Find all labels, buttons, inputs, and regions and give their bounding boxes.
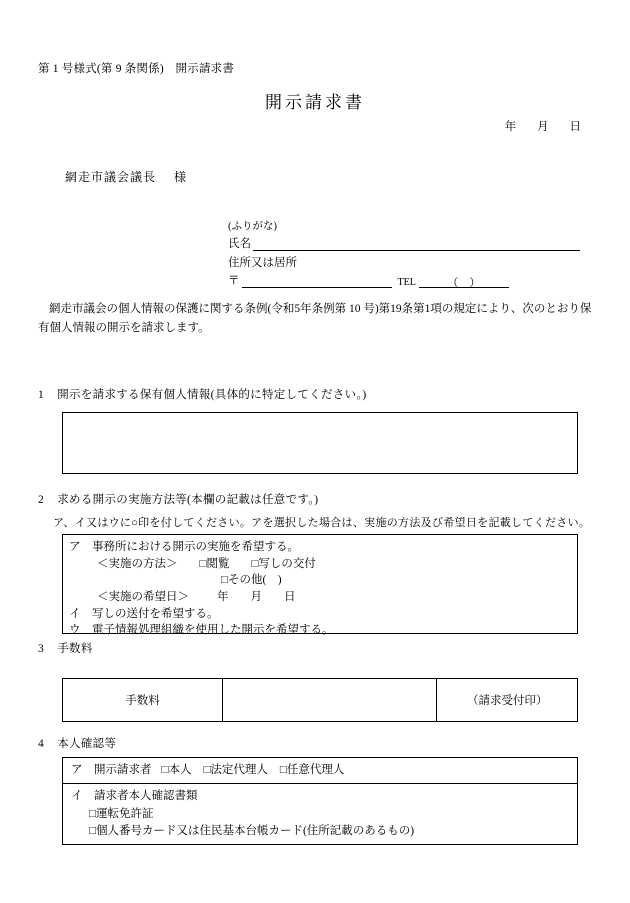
section-2-title: 求める開示の実施方法等(本欄の記載は任意です。) — [57, 494, 319, 506]
checkbox-legal-agent[interactable]: □法定代理人 — [203, 764, 268, 776]
addressee-line — [65, 168, 187, 185]
address-label: 住所又は居所 — [228, 257, 297, 269]
name-label: 氏名 — [228, 238, 251, 250]
identity-verification-box — [62, 757, 578, 845]
checkbox-mynumber-card[interactable]: □個人番号カード又は住民基本台帳カード(住所記載のあるもの) — [89, 824, 415, 837]
intro-paragraph: 網走市議会の個人情報の保護に関する条例(令和5年条例第 10 号)第19条第1項の規定により、次のとおり保有個人情報の開示を請求します。 — [38, 303, 592, 334]
section-2-note: ア、イ又はウに○印を付してください。アを選択した場合は、実施の方法及び希望日を記載してください。 — [53, 517, 591, 529]
section-1-title: 開示を請求する保有個人情報(具体的に特定してください。) — [57, 389, 367, 401]
fee-value-cell[interactable] — [222, 679, 437, 722]
method-row-2 — [69, 572, 571, 589]
section-2-heading — [38, 491, 318, 507]
applicant-block — [228, 218, 580, 288]
fee-table — [62, 678, 578, 722]
postal-mark-icon: 〒 — [228, 275, 240, 287]
identity-docs-label: イ 請求者本人確認書類 — [71, 790, 198, 803]
date-month-label: 月 — [537, 121, 550, 133]
method-option-u[interactable]: ウ 電子情報処理組織を使用した開示を希望する。 — [69, 624, 334, 637]
section-1-number: 1 — [38, 389, 45, 401]
method-option-a[interactable]: ア 事務所における開示の実施を希望する。 — [69, 541, 299, 553]
fee-label-cell: 手数料 — [63, 679, 223, 722]
requester-label: ア 開示請求者 — [71, 764, 152, 776]
checkbox-other[interactable]: □その他( ) — [221, 574, 282, 587]
address-input-rule[interactable] — [242, 274, 392, 288]
identity-row-a — [63, 758, 577, 784]
tel-input-rule[interactable]: （ ） — [419, 274, 509, 288]
checkbox-copy[interactable]: □写しの交付 — [251, 557, 316, 570]
disclosure-method-box — [62, 534, 578, 637]
wish-date-label: ＜実施の希望日＞ — [97, 591, 189, 604]
section-3-number: 3 — [38, 643, 45, 655]
name-field-row — [228, 235, 580, 251]
date-line — [489, 118, 582, 134]
method-label: ＜実施の方法＞ — [97, 557, 178, 570]
addressee-honorific: 様 — [174, 170, 188, 184]
identity-row-i — [63, 784, 577, 844]
section-4-title: 本人確認等 — [57, 738, 117, 750]
furigana-label: (ふりがな) — [228, 221, 277, 232]
postal-tel-row — [228, 272, 580, 288]
wish-date-year[interactable]: 年 — [217, 591, 229, 604]
method-option-i[interactable]: イ 写しの送付を希望する。 — [69, 607, 219, 620]
wish-date-month[interactable]: 月 — [250, 591, 262, 604]
checkbox-voluntary-agent[interactable]: □任意代理人 — [279, 764, 345, 776]
section-3-title: 手数料 — [57, 643, 93, 655]
name-input-rule[interactable] — [253, 237, 580, 251]
checkbox-self[interactable]: □本人 — [161, 764, 192, 776]
table-row — [63, 679, 578, 722]
section-2-number: 2 — [38, 494, 45, 506]
section-1-heading — [38, 386, 367, 402]
method-row-1 — [69, 556, 571, 573]
form-number: 第 1 号様式(第 9 条関係) 開示請求書 — [38, 63, 235, 75]
receipt-seal-cell: （請求受付印） — [437, 679, 578, 722]
section-3-heading — [38, 640, 93, 656]
date-year-label: 年 — [504, 121, 518, 133]
wish-date-day[interactable]: 日 — [284, 591, 296, 604]
tel-label: TEL — [397, 277, 416, 288]
page-title: 開示請求書 — [265, 93, 365, 112]
wish-date-row — [69, 589, 571, 606]
checkbox-browse[interactable]: □閲覧 — [199, 557, 230, 570]
requested-info-textbox[interactable] — [62, 412, 578, 474]
date-day-label: 日 — [569, 121, 582, 133]
checkbox-drivers-license[interactable]: □運転免許証 — [89, 807, 154, 820]
addressee-name: 網走市議会議長 — [65, 170, 157, 184]
section-4-number: 4 — [38, 738, 45, 750]
section-4-heading — [38, 735, 116, 751]
